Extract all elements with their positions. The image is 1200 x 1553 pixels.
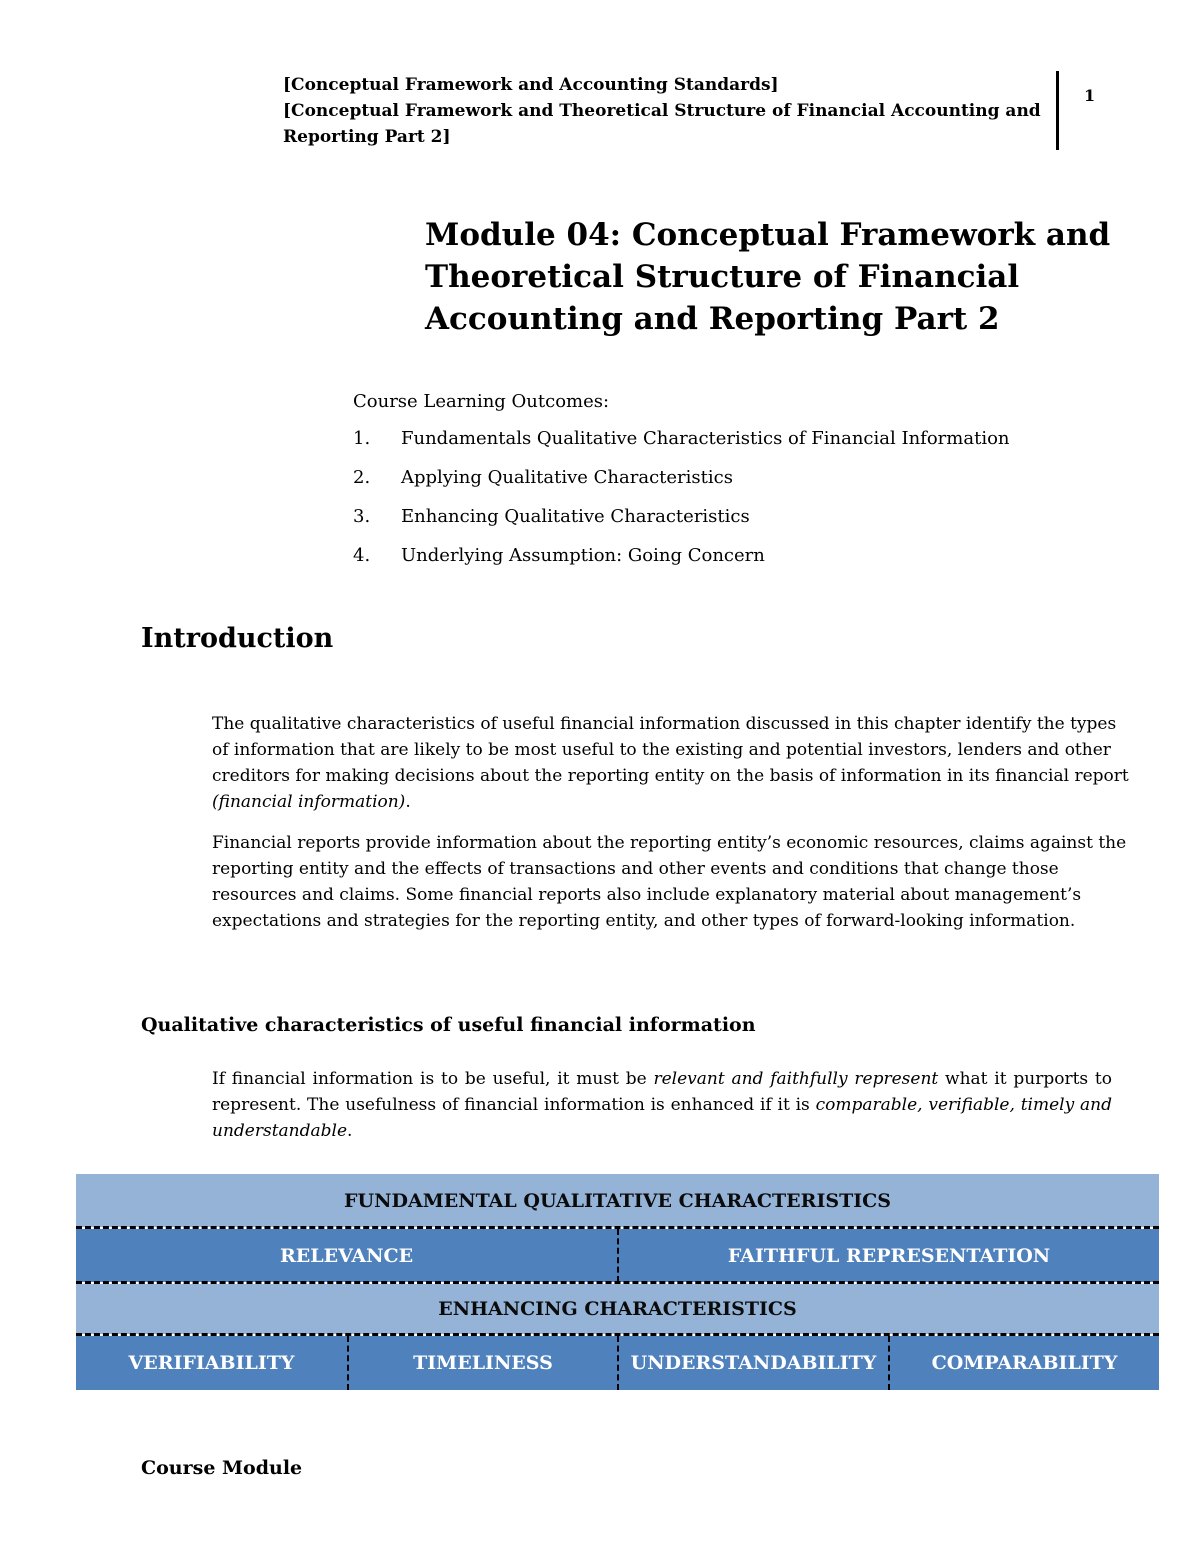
- diagram-row-fundamental: [76, 1174, 1159, 1227]
- footer-course-module: Course Module: [141, 1457, 303, 1479]
- introduction-paragraph-2: Financial reports provide information about the reporting entity’s economic resources, claims against the reporting entity and the effects of transactions and other events and conditions that change those resources and claims. Some financial reports also include explanatory material about management’s expectations and strategies for the reporting entity, and other types of forward-looking information.: [212, 833, 1127, 931]
- intro-p1-italic: (financial information): [212, 792, 406, 812]
- qual-text-a: If financial information is to be useful, it must be: [212, 1069, 654, 1089]
- intro-p1-end: .: [405, 792, 411, 812]
- enhancing-header-cell: ENHANCING CHARACTERISTICS: [76, 1284, 1159, 1334]
- outcome-item: [353, 428, 1010, 467]
- running-header: [283, 72, 1043, 150]
- qualitative-heading: Qualitative characteristics of useful financial information: [141, 1014, 756, 1036]
- outcome-text: Enhancing Qualitative Characteristics: [401, 506, 750, 527]
- qual-text-c: what it purports to represent. The usefulness of financial information is enhanced if it is: [212, 1069, 1112, 1115]
- module-title: Module 04: Conceptual Framework and Theoretical Structure of Financial Accounting and Reporting Part 2: [425, 217, 1111, 337]
- page-number: 1: [1084, 86, 1096, 105]
- characteristics-diagram: [76, 1174, 1159, 1390]
- verifiability-cell: VERIFIABILITY: [76, 1336, 347, 1390]
- outcome-item: [353, 545, 1010, 584]
- intro-p1-text: The qualitative characteristics of useful financial information discussed in this chapter identify the types of information that are likely to be most useful to the existing and potential investors, lenders and other creditors for making decisions about the reporting entity on the basis of information in its financial report: [212, 714, 1129, 786]
- diagram-row-enhancing-items: [76, 1336, 1159, 1390]
- outcome-number: 1.: [353, 428, 371, 449]
- header-line-1: [Conceptual Framework and Accounting Standards]: [283, 75, 779, 95]
- header-divider: [1056, 71, 1059, 150]
- fundamental-header-cell: FUNDAMENTAL QUALITATIVE CHARACTERISTICS: [76, 1174, 1159, 1227]
- understandability-cell: UNDERSTANDABILITY: [617, 1336, 888, 1390]
- qual-text-e: .: [347, 1121, 353, 1141]
- outcomes-list: [353, 428, 1010, 584]
- outcome-text: Underlying Assumption: Going Concern: [401, 545, 765, 566]
- header-line-2: [Conceptual Framework and Theoretical Structure of Financial Accounting and Reporting Part 2]: [283, 101, 1041, 147]
- qual-italic-d: comparable, verifiable, timely and understandable: [212, 1095, 1113, 1141]
- diagram-row-fundamental-items: [76, 1229, 1159, 1282]
- qualitative-paragraph: [212, 1066, 1112, 1144]
- comparability-cell: COMPARABILITY: [888, 1336, 1159, 1390]
- timeliness-cell: TIMELINESS: [347, 1336, 617, 1390]
- outcome-number: 3.: [353, 506, 371, 527]
- outcome-item: [353, 467, 1010, 506]
- outcome-number: 4.: [353, 545, 371, 566]
- outcome-number: 2.: [353, 467, 371, 488]
- introduction-paragraph-1: [212, 711, 1132, 815]
- qual-italic-b: relevant and faithfully represent: [653, 1069, 939, 1089]
- introduction-heading: Introduction: [141, 623, 334, 654]
- outcome-text: Applying Qualitative Characteristics: [401, 467, 733, 488]
- relevance-cell: RELEVANCE: [76, 1229, 617, 1282]
- outcome-item: [353, 506, 1010, 545]
- diagram-row-enhancing: [76, 1284, 1159, 1334]
- outcomes-label: Course Learning Outcomes:: [353, 391, 610, 412]
- outcome-text: Fundamentals Qualitative Characteristics of Financial Information: [401, 428, 1010, 449]
- faithful-representation-cell: FAITHFUL REPRESENTATION: [617, 1229, 1159, 1282]
